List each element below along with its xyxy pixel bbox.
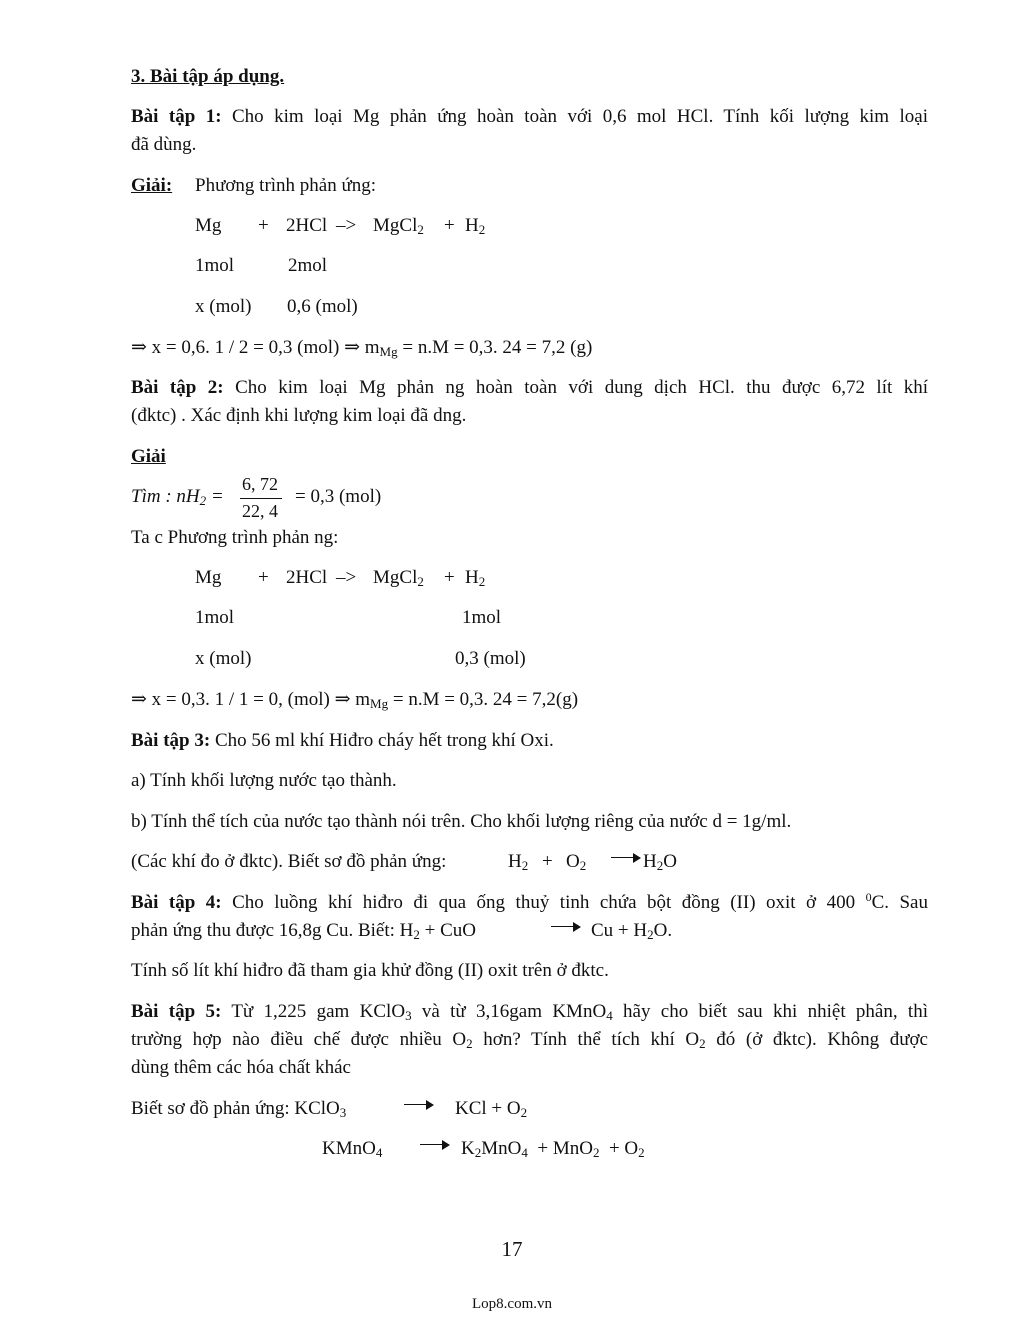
right-arrow-icon <box>611 852 641 864</box>
ex2-fraction-denominator: 22, 4 <box>242 501 278 521</box>
ex2-eq-product2: $H_2$ <box>465 567 486 589</box>
ex3-part-b: b) Tính thể tích của nước tạo thành nói trên. Cho khối lượng riêng của nước d = 1g/ml. <box>131 811 792 832</box>
ex1-eq-mg: Mg <box>195 215 222 236</box>
ex1-unknown2: 0,6 (mol) <box>287 296 358 317</box>
ex1-unknown1: x (mol) <box>195 296 252 317</box>
ex1-label: Bài tập 1: <box>131 106 222 127</box>
ex1-eq-arrow: –> <box>336 215 357 236</box>
ex4-arrow <box>551 920 581 942</box>
ex3-line1: Bài tập 3: Cho 56 ml khí Hiđro cháy hết trong khí Oxi. <box>131 730 554 751</box>
ex2-find-result: = 0,3 (mol) <box>295 486 382 507</box>
ex1-eq-plus1: + <box>258 215 269 236</box>
ex2-unknown2: 0,3 (mol) <box>455 648 526 669</box>
right-arrow-icon <box>551 921 581 933</box>
ex1-ratio1: 1mol <box>195 255 235 276</box>
ex1-ratio2: 2mol <box>288 255 328 276</box>
ex4-line2: phản ứng thu được 16,8g Cu. Biết: $H_2$ + CuO <box>131 920 476 942</box>
ex5-reaction1-text: Biết sơ đồ phản ứng: KClO$_3$ <box>131 1098 347 1120</box>
ex1-eq-reactant: 2HCl <box>286 215 328 236</box>
ex2-fraction-numerator: 6, 72 <box>242 474 278 494</box>
ex4-products: $Cu + H_2O$. <box>591 920 673 942</box>
ex2-label: Bài tập 2: <box>131 377 224 398</box>
footer-site: Lop8.com.vn <box>472 1296 552 1312</box>
ex5-reaction2-arrow <box>420 1138 450 1160</box>
ex2-find: Tìm : $nH_2$ = <box>131 486 224 508</box>
ex5-reaction2-products: $K_2MnO_4 + MnO_2 + O_2$ <box>461 1138 645 1160</box>
page-number: 17 <box>501 1237 523 1261</box>
ex5-label: Bài tập 5: <box>131 1001 222 1022</box>
ex1-eq-plus2: + <box>444 215 455 236</box>
ex4-line3: Tính số lít khí hiđro đã tham gia khử đồng (II) oxit trên ở đktc. <box>131 960 609 981</box>
ex2-eq-plus2: + <box>444 567 455 588</box>
ex5-line2: trường hợp nào điều chế được nhiều $O_2$ hơn? Tính thể tích khí $O_2$ đó (ở đktc). Không được <box>131 1029 928 1051</box>
ex1-eq-product2: $H_2$ <box>465 215 486 237</box>
right-arrow-icon <box>404 1099 434 1111</box>
ex2-solution-label: Giải <box>131 446 166 467</box>
ex5-line3: dùng thêm các hóa chất khác <box>131 1057 351 1078</box>
ex4-label: Bài tập 4: <box>131 892 222 913</box>
ex1-solution-intro: Phương trình phản ứng: <box>195 175 377 196</box>
ex3-reaction-o2: $O_2$ <box>566 851 587 873</box>
ex2-ratio1: 1mol <box>195 607 235 628</box>
ex3-reaction-h2: $H_2$ <box>508 851 529 873</box>
ex3-reaction-text: (Các khí đo ở đktc). Biết sơ đồ phản ứng: <box>131 851 447 872</box>
ex3-reaction-product: $H_2O$ <box>643 851 677 873</box>
ex2-result: ⇒ x = 0,3. 1 / 1 = 0, (mol) ⇒ $m_{Mg} = n.M = 0,3$. 24 = 7,2(g) <box>131 689 579 711</box>
ex3-part-a: a) Tính khối lượng nước tạo thành. <box>131 770 397 791</box>
ex2-ratio2: 1mol <box>462 607 502 628</box>
right-arrow-icon <box>420 1139 450 1151</box>
ex4-line1: Bài tập 4: Cho luồng khí hiđro đi qua ống thuỷ tinh chứa bột đồng (II) oxit ở 400 $^0$C. Sau <box>131 890 928 913</box>
ex2-line1: Bài tập 2: Cho kim loại Mg phản ng hoàn toàn với dung dịch HCl. thu được 6,72 lít khí <box>131 377 928 398</box>
ex1-line1: Bài tập 1: Cho kim loại Mg phản ứng hoàn toàn với 0,6 mol HCl. Tính kối lượng kim loại <box>131 106 928 127</box>
ex5-reaction2-reactant: KMnO$_4$ <box>322 1138 383 1160</box>
ex2-eq-mg: Mg <box>195 567 222 588</box>
ex2-unknown1: x (mol) <box>195 648 252 669</box>
ex3-reaction-plus: + <box>542 851 553 872</box>
ex2-eq-plus1: + <box>258 567 269 588</box>
ex2-intro: Ta c Phương trình phản ng: <box>131 527 339 548</box>
ex5-line1: Bài tập 5: Từ 1,225 gam KClO$_3$ và từ 3,16gam KMnO$_4$ hãy cho biết sau khi nhiệt phân, thì <box>131 1001 928 1023</box>
ex2-line2: (đktc) . Xác định khi lượng kim loại đã dng. <box>131 405 467 426</box>
ex2-fraction-bar <box>240 498 282 499</box>
ex1-line2: đã dùng. <box>131 134 197 155</box>
section-title: 3. Bài tập áp dụng. <box>131 66 285 87</box>
ex1-eq-product1: MgCl$_2$ <box>373 215 424 237</box>
ex5-reaction1-products: KCl + $O_2$ <box>455 1098 528 1120</box>
ex2-eq-product1: MgCl$_2$ <box>373 567 424 589</box>
ex2-eq-reactant: 2HCl <box>286 567 328 588</box>
ex1-result: ⇒ x = 0,6. 1 / 2 = 0,3 (mol) ⇒ $m_{Mg} = n.M = 0,3$. 24 = 7,2 (g) <box>131 337 593 359</box>
ex2-eq-arrow: –> <box>336 567 357 588</box>
ex5-reaction1-arrow <box>404 1098 434 1120</box>
ex3-label: Bài tập 3: <box>131 730 211 751</box>
ex1-solution-label: Giải: <box>131 175 173 196</box>
ex3-reaction-arrow <box>611 851 641 873</box>
